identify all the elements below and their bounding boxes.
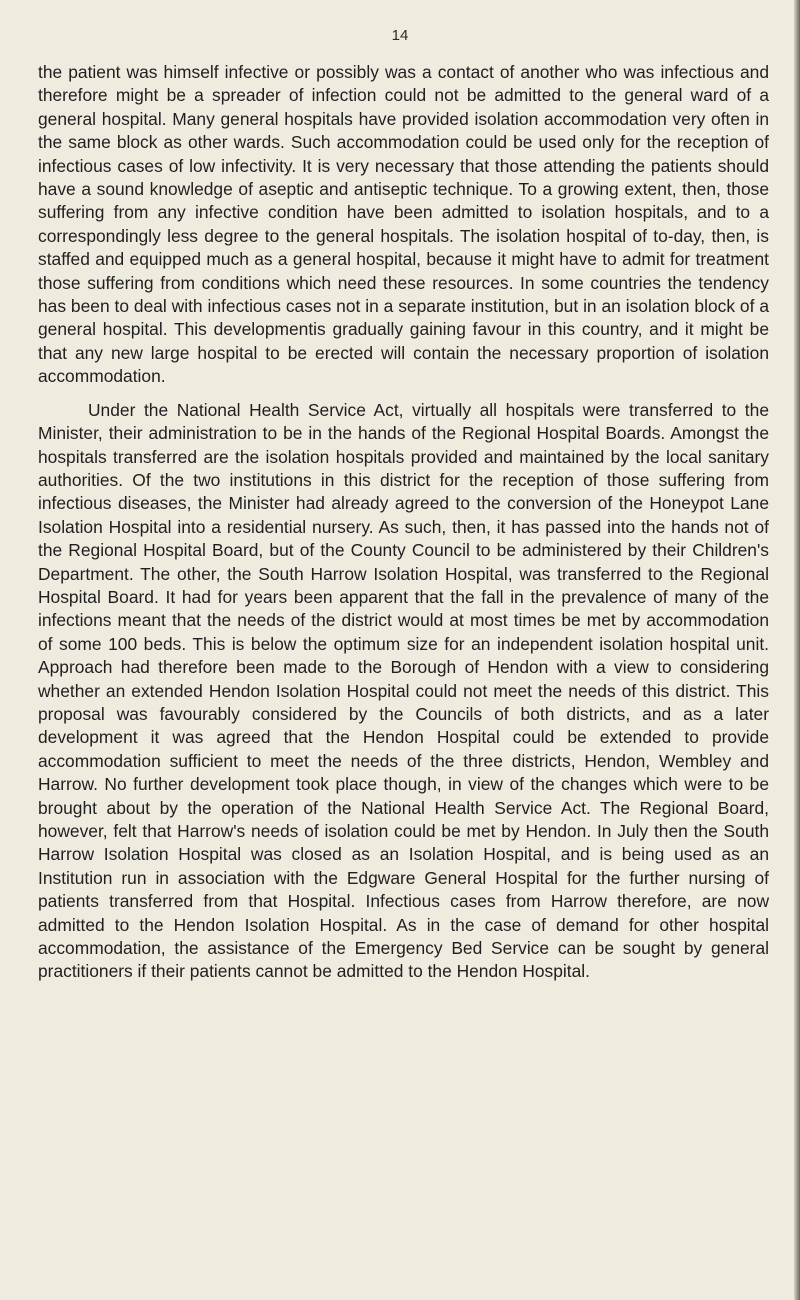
body-text — [38, 61, 769, 984]
page-edge-shadow — [794, 0, 800, 1300]
paragraph-1: the patient was himself infective or possibly was a contact of another who was infectious and therefore might be a spreader of infection could not be admitted to the general ward of a general hospital. Many general hospitals have provided isolation accommodation very often in the same block as other wards. Such accommodation could be used only for the reception of infectious cases of low infectivity. It is very necessary that those attending the patients should have a sound knowledge of aseptic and antiseptic technique. To a growing extent, then, those suffering from any infective condition have been admitted to isolation hospitals, and to a correspondingly less degree to the general hospitals. The isolation hospital of to-day, then, is staffed and equipped much as a general hospital, because it might have to admit for treatment those suffering from conditions which need these resources. In some countries the tendency has been to deal with infectious cases not in a separate institution, but in an isolation block of a general hospital. This developmentis gradually gaining favour in this country, and it might be that any new large hospital to be erected will contain the necessary proportion of isolation accommodation. — [38, 62, 769, 387]
page-number: 14 — [391, 27, 409, 44]
paragraph-2: Under the National Health Service Act, virtually all hospitals were transferred to the Minister, their administration to be in the hands of the Regional Hospital Boards. Amongst the hospitals transferred are the isolation hospitals provided and maintained by the local sanitary authorities. Of the two institutions in this district for the reception of those suffering from infectious diseases, the Minister had already agreed to the conversion of the Honeypot Lane Isolation Hospital into a residential nursery. As such, then, it has passed into the hands not of the Regional Hospital Board, but of the County Council to be administered by their Children's Department. The other, the South Harrow Isolation Hospital, was transferred to the Regional Hospital Board. It had for years been apparent that the fall in the prevalence of many of the infections meant that the needs of the district would at most times be met by accommodation of some 100 beds. This is below the optimum size for an independent isolation hospital unit. Approach had therefore been made to the Borough of Hendon with a view to considering whether an extended Hendon Isolation Hospital could not meet the needs of this district. This proposal was favourably considered by the Councils of both districts, and as a later development it was agreed that the Hendon Hospital could be extended to provide accommodation sufficient to meet the needs of the three districts, Hendon, Wembley and Harrow. No further development took place though, in view of the changes which were to be brought about by the operation of the National Health Service Act. The Regional Board, however, felt that Harrow's needs of isolation could be met by Hendon. In July then the South Harrow Isolation Hospital was closed as an Isolation Hospital, and is being used as an Institution run in association with the Edgware General Hospital for the further nursing of patients transferred from that Hospital. Infectious cases from Harrow therefore, are now admitted to the Hendon Isolation Hospital. As in the case of demand for other hospital accommodation, the assistance of the Emergency Bed Service can be sought by general practitioners if their patients cannot be admitted to the Hendon Hospital. — [38, 399, 769, 982]
